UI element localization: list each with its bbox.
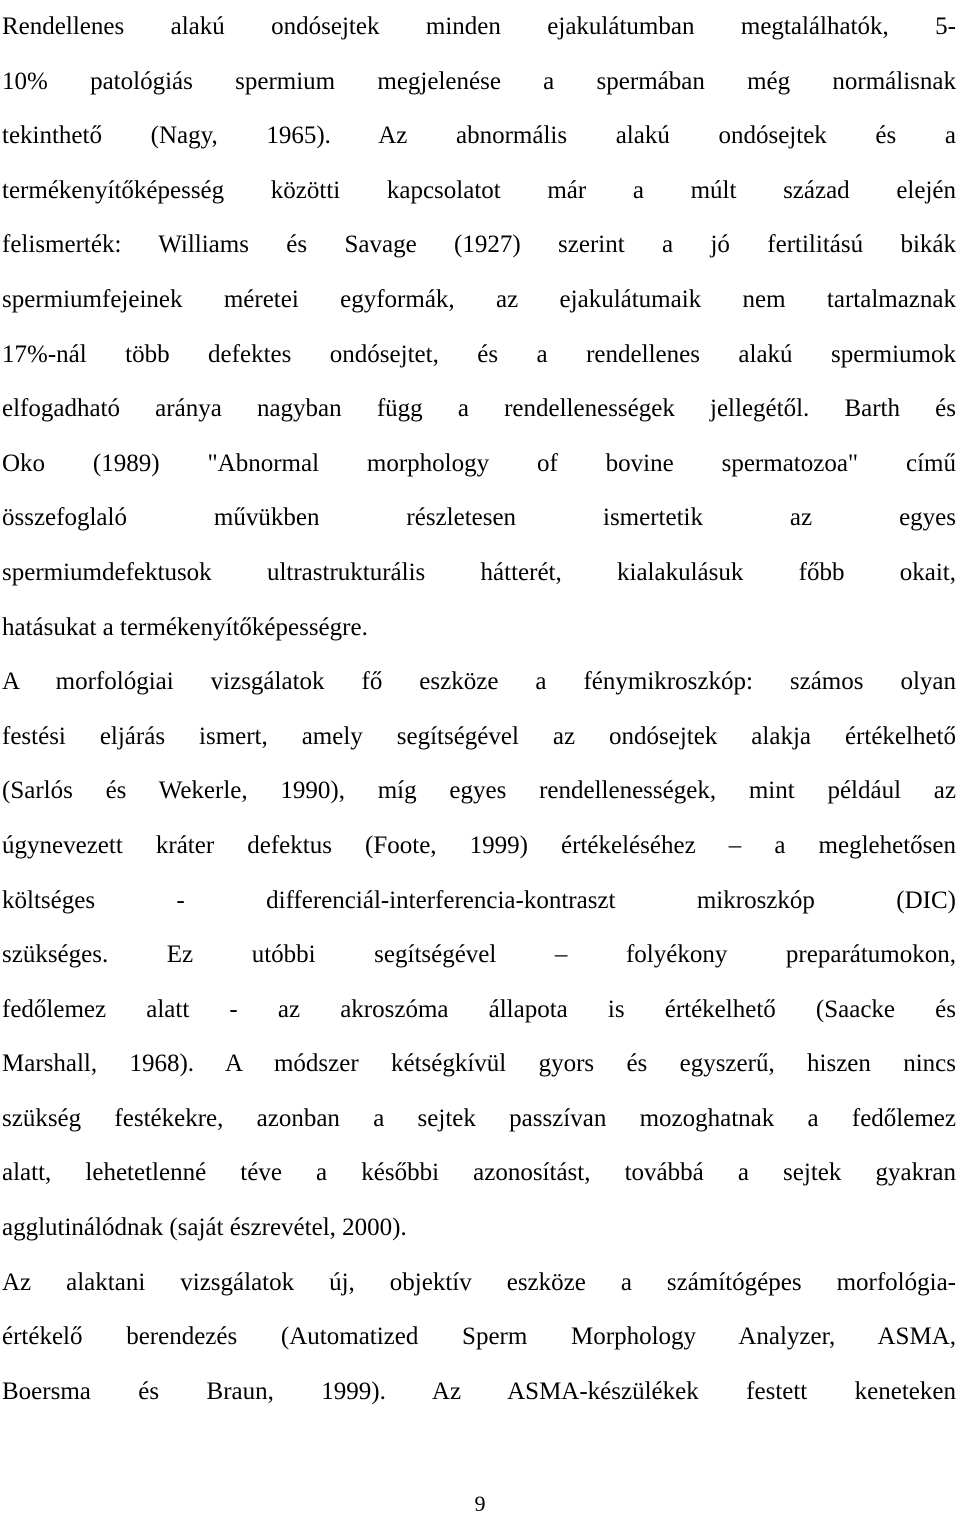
text-line: spermiumfejeinek méretei egyformák, az ejakulátumaik nem tartalmaznak: [2, 285, 956, 313]
paragraph-3: [2, 1256, 956, 1420]
text-line: felismerték: Williams és Savage (1927) szerint a jó fertilitású bikák: [2, 231, 956, 259]
paragraph-1: [2, 0, 956, 655]
text-line: tekinthető (Nagy, 1965). Az abnormális alakú ondósejtek és a: [2, 122, 956, 150]
text-line: 10% patológiás spermium megjelenése a spermában még normálisnak: [2, 67, 956, 95]
text-line: Marshall, 1968). A módszer kétségkívül gyors és egyszerű, hiszen nincs: [2, 1050, 956, 1078]
text-line: 17%-nál több defektes ondósejtet, és a rendellenes alakú spermiumok: [2, 340, 956, 368]
text-line: agglutinálódnak (saját észrevétel, 2000).: [2, 1214, 407, 1242]
page-number: 9: [474, 1491, 486, 1516]
text-line: termékenyítőképesség közötti kapcsolatot már a múlt század elején: [2, 176, 956, 204]
text-line: Rendellenes alakú ondósejtek minden ejakulátumban megtalálhatók, 5-: [2, 13, 956, 40]
text-line: szükség festékekre, azonban a sejtek passzívan mozoghatnak a fedőlemez: [2, 1104, 956, 1132]
text-line: Boersma és Braun, 1999). Az ASMA-készülékek festett keneteken: [2, 1377, 956, 1405]
text-line: spermiumdefektusok ultrastrukturális hátterét, kialakulásuk főbb okait,: [2, 558, 956, 586]
text-line: úgynevezett kráter defektus (Foote, 1999) értékeléséhez – a meglehetősen: [2, 831, 956, 859]
text-line: szükséges. Ez utóbbi segítségével – folyékony preparátumokon,: [2, 941, 956, 969]
text-line: hatásukat a termékenyítőképességre.: [2, 613, 368, 641]
text-line: fedőlemez alatt - az akroszóma állapota is értékelhető (Saacke és: [2, 995, 956, 1023]
text-line: Az alaktani vizsgálatok új, objektív eszköze a számítógépes morfológia-: [2, 1268, 956, 1296]
text-line: A morfológiai vizsgálatok fő eszköze a fénymikroszkóp: számos olyan: [2, 668, 956, 696]
text-line: összefoglaló művükben részletesen ismertetik az egyes: [2, 504, 956, 532]
text-line: (Sarlós és Wekerle, 1990), míg egyes rendellenességek, mint például az: [2, 777, 956, 805]
text-line: elfogadható aránya nagyban függ a rendellenességek jellegétől. Barth és: [2, 395, 956, 423]
text-line: költséges - differenciál-interferencia-kontraszt mikroszkóp (DIC): [2, 886, 956, 914]
text-line: Oko (1989) "Abnormal morphology of bovine spermatozoa" című: [2, 449, 956, 477]
text-line: alatt, lehetetlenné téve a későbbi azonosítást, továbbá a sejtek gyakran: [2, 1159, 956, 1187]
document-page: [2, 0, 956, 1419]
paragraph-2: [2, 655, 956, 1256]
text-line: festési eljárás ismert, amely segítségével az ondósejtek alakja értékelhető: [2, 722, 956, 750]
text-line: értékelő berendezés (Automatized Sperm Morphology Analyzer, ASMA,: [2, 1323, 956, 1351]
